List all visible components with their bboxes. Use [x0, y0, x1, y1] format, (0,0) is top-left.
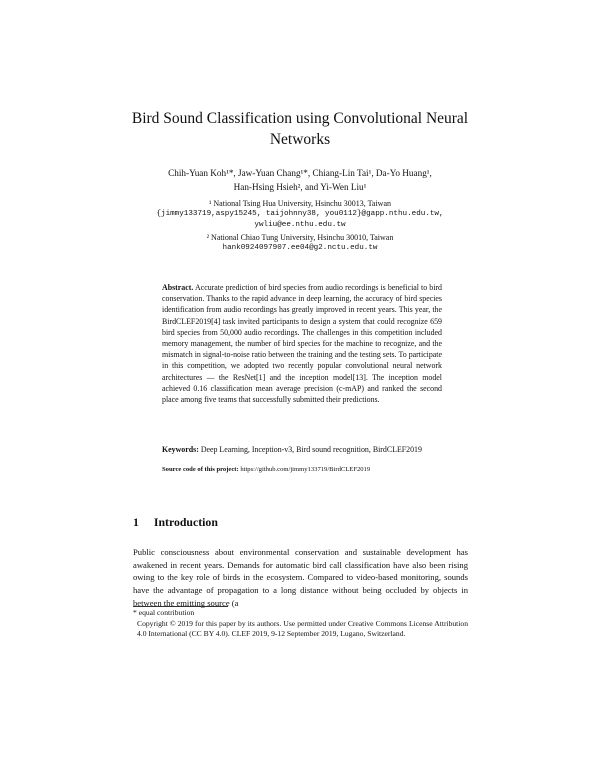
source-code-line	[162, 465, 452, 474]
intro-paragraph: Public consciousness about environmental conservation and sustainable development has awakened in recent years. Demands for automatic bird call classification have also been rising owing to the key role of birds in the ecosystem. Compared to video-based monitoring, sounds have the advantage of propagation to a long distance without being occluded by objects in between the emitting source (a	[133, 547, 468, 608]
affiliation-2-email: hank0924097907.ee04@g2.nctu.edu.tw	[222, 243, 378, 252]
keywords-text: Deep Learning, Inception-v3, Bird sound recognition, BirdCLEF2019	[200, 445, 422, 454]
affiliation-1-emails: {jimmy133719,aspy15245, taijohnny38, you0112}@gapp.nthu.edu.tw,	[156, 210, 444, 219]
keywords-label: Keywords:	[162, 445, 199, 454]
paper-title: Bird Sound Classification using Convolutional Neural Networks	[131, 110, 469, 148]
author-line-1: Chih-Yuan Koh¹*, Jaw-Yuan Chang¹*, Chiang-Lin Tai¹, Da-Yo Huang¹,	[168, 168, 432, 178]
keywords	[162, 444, 442, 455]
source-code-link[interactable]: https://github.com/jimmy133719/BirdCLEF2019	[240, 466, 371, 473]
footnote-copyright: Copyright © 2019 for this paper by its authors. Use permitted under Creative Commons License Attribution 4.0 International (CC BY 4.0). CLEF 2019, 9-12 September 2019, Lugano, Switzerland.	[137, 618, 468, 639]
abstract	[162, 282, 442, 405]
author-line-2: Han-Hsing Hsieh², and Yi-Wen Liu¹	[233, 182, 367, 192]
abstract-label: Abstract.	[162, 283, 194, 292]
affiliations	[110, 198, 490, 254]
footnote-rule	[133, 606, 228, 607]
affiliation-2: ² National Chiao Tung University, Hsinchu 30010, Taiwan	[206, 232, 394, 242]
section-number: 1	[133, 515, 139, 529]
source-code-label: Source code of this project:	[162, 466, 239, 473]
affiliation-1-email-2: ywliu@ee.nthu.edu.tw	[254, 221, 346, 230]
affiliation-1: ¹ National Tsing Hua University, Hsinchu 30013, Taiwan	[209, 199, 391, 208]
section-heading	[133, 515, 218, 530]
footnote-equal-contribution: * equal contribution	[133, 608, 195, 617]
author-list	[110, 166, 490, 194]
footnotes	[133, 608, 468, 640]
abstract-text: Accurate prediction of bird species from audio recordings is beneficial to bird conservation. Thanks to the rapid advance in deep learning, the accuracy of bird species identification from audio recordings has greatly improved in recent years. This year, the BirdCLEF2019[4] task invited participants to design a system that could recognize 659 bird species from 50,000 audio recordings. The challenges in this competition included memory management, the number of bird species for the machine to recognize, and the mismatch in signal-to-noise ratio between the training and the testing sets. To participate in this competition, we adopted two recently popular convolutional neural network architectures — the ResNet[1] and the inception model[13]. The inception model achieved 0.16 classification mean average precision (c-mAP) and ranked the second place among five teams that successfully submitted their predictions.	[162, 283, 442, 405]
section-title: Introduction	[153, 515, 218, 529]
